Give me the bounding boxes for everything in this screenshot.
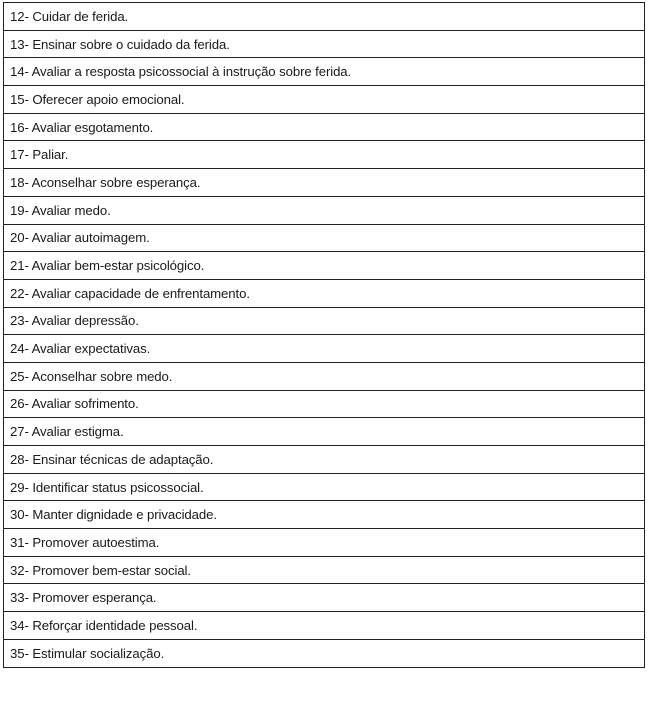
table-row — [4, 584, 645, 612]
table-row — [4, 3, 645, 31]
table-cell: 30- Manter dignidade e privacidade. — [4, 501, 645, 529]
table-cell: 21- Avaliar bem-estar psicológico. — [4, 252, 645, 280]
table-cell: 14- Avaliar a resposta psicossocial à instrução sobre ferida. — [4, 58, 645, 86]
table-cell: 15- Oferecer apoio emocional. — [4, 86, 645, 114]
table-row — [4, 362, 645, 390]
table-row — [4, 58, 645, 86]
table-cell: 34- Reforçar identidade pessoal. — [4, 612, 645, 640]
table-cell: 22- Avaliar capacidade de enfrentamento. — [4, 279, 645, 307]
table-row — [4, 113, 645, 141]
interventions-table-body — [4, 3, 645, 668]
table-row — [4, 141, 645, 169]
table-cell: 35- Estimular socialização. — [4, 639, 645, 667]
table-cell: 13- Ensinar sobre o cuidado da ferida. — [4, 30, 645, 58]
table-cell: 24- Avaliar expectativas. — [4, 335, 645, 363]
table-cell: 18- Aconselhar sobre esperança. — [4, 169, 645, 197]
table-row — [4, 335, 645, 363]
table-row — [4, 224, 645, 252]
table-row — [4, 86, 645, 114]
table-row — [4, 30, 645, 58]
table-row — [4, 556, 645, 584]
table-row — [4, 279, 645, 307]
table-row — [4, 639, 645, 667]
table-cell: 28- Ensinar técnicas de adaptação. — [4, 446, 645, 474]
table-row — [4, 529, 645, 557]
table-cell: 23- Avaliar depressão. — [4, 307, 645, 335]
interventions-table — [3, 2, 645, 668]
table-row — [4, 196, 645, 224]
table-cell: 25- Aconselhar sobre medo. — [4, 362, 645, 390]
table-cell: 27- Avaliar estigma. — [4, 418, 645, 446]
table-row — [4, 446, 645, 474]
table-cell: 19- Avaliar medo. — [4, 196, 645, 224]
table-row — [4, 612, 645, 640]
table-row — [4, 390, 645, 418]
table-row — [4, 307, 645, 335]
table-cell: 16- Avaliar esgotamento. — [4, 113, 645, 141]
table-cell: 31- Promover autoestima. — [4, 529, 645, 557]
table-row — [4, 418, 645, 446]
interventions-table-container — [3, 2, 645, 668]
table-cell: 33- Promover esperança. — [4, 584, 645, 612]
table-cell: 26- Avaliar sofrimento. — [4, 390, 645, 418]
table-cell: 32- Promover bem-estar social. — [4, 556, 645, 584]
table-row — [4, 501, 645, 529]
table-cell: 29- Identificar status psicossocial. — [4, 473, 645, 501]
table-cell: 12- Cuidar de ferida. — [4, 3, 645, 31]
table-cell: 17- Paliar. — [4, 141, 645, 169]
table-row — [4, 169, 645, 197]
table-row — [4, 473, 645, 501]
table-cell: 20- Avaliar autoimagem. — [4, 224, 645, 252]
table-row — [4, 252, 645, 280]
